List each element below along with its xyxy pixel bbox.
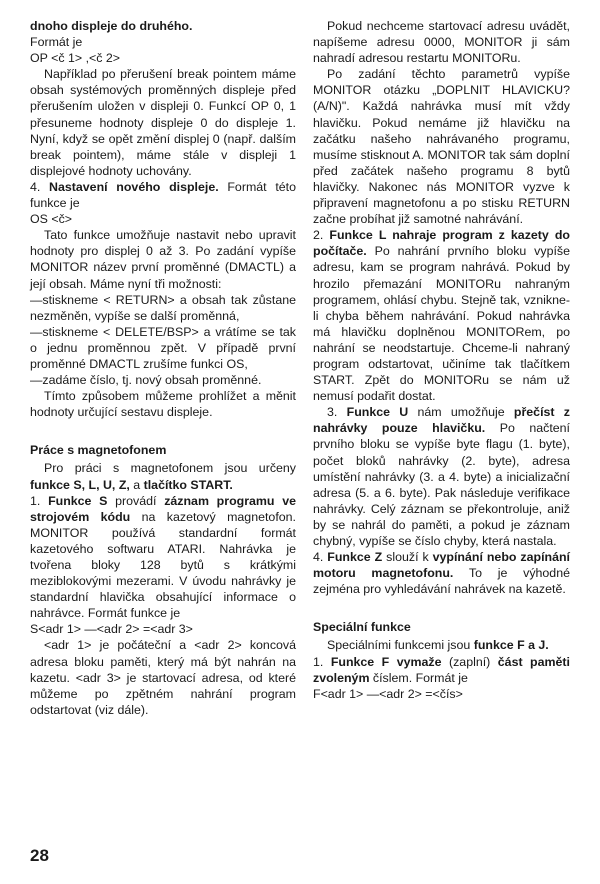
bold-text: funkce S, L, U, Z, — [30, 477, 130, 492]
paragraph-text: slouží k — [382, 550, 433, 565]
bold-text: Funkce F vymaže — [330, 654, 442, 669]
section-heading: Práce s magnetofonem — [30, 443, 167, 458]
paragraph-text: (zaplní) — [441, 654, 498, 669]
numbered-paragraph — [313, 227, 570, 404]
format-line: OS <č> — [30, 212, 73, 227]
bold-text: Funkce S — [48, 493, 108, 508]
paragraph-text: Po nahrání prvního bloku vypíše adresu, kam se program nahrává. Pokud by hrozilo přemazání MONITORu nahraným programem, ohlásí chybu. Stejně tak, vznikne-li chyba během nahrávání. Pokud nahrávka má hlavičku doplněnou MONITORem, po nahrání se neodstartuje. Chceme-li nahraný program odstartovat, učiníme tak tlačítkem START. Zpět do MONITORu se nám už nemusí podařit dostat. — [313, 244, 570, 404]
paragraph: Formát je — [30, 35, 83, 50]
item-number: 1. — [30, 493, 49, 508]
right-column — [313, 18, 570, 702]
numbered-paragraph — [313, 549, 570, 597]
paragraph-text: provádí — [107, 493, 165, 508]
paragraph: Tato funkce umožňuje nastavit nebo upravit hodnoty pro displej 0 až 3. Po zadání vypíše MONITOR název první proměnné (DMACTL) a její obsah. Máme nyní tři možnosti: — [30, 228, 296, 291]
paragraph: Po zadání těchto parametrů vypíše MONITOR otázku „DOPLNIT HLAVICKU? (A/N)". Každá nahrávka musí mít vždy hlavičku. Pokud nemáme již hlavičku na začátku našeho nahrávaného programu, musíme stisknout A. MONITOR tak sám doplní před začátek našeho programu 8 bytů hlavičky. Nakonec nás MONITOR vyzve k připravení magnetofonu a po stisku RETURN začne probíhat již samotné nahrávání. — [313, 67, 570, 227]
numbered-paragraph — [313, 404, 570, 549]
bold-text: vypínání nebo zapínání motoru magnetofonu. — [313, 550, 570, 581]
paragraph-text: číslem. Formát je — [369, 670, 468, 685]
section-heading: Speciální funkce — [313, 620, 411, 635]
format-line: S<adr 1> —<adr 2> =<adr 3> — [30, 622, 193, 637]
bold-text: Funkce L nahraje program z kazety do počítače. — [313, 228, 570, 259]
format-line: F<adr 1> —<adr 2> =<čís> — [313, 686, 463, 701]
numbered-paragraph — [30, 179, 296, 211]
item-number: 1. — [313, 654, 331, 669]
paragraph — [313, 637, 570, 653]
bold-text: Funkce Z — [327, 550, 383, 565]
option-item: —stiskneme < DELETE/BSP> a vrátíme se tak o jednu proměnnou zpět. V případě první proměnné DMACTL zrušíme funkci OS, — [30, 324, 296, 371]
paragraph-text: a — [129, 477, 144, 492]
paragraph: Pokud nechceme startovací adresu uvádět, napíšeme adresu 0000, MONITOR ji sám nahradí adresou restartu MONITORu. — [313, 19, 570, 66]
page-number: 28 — [30, 846, 49, 865]
item-number: 4. — [30, 179, 50, 194]
paragraph — [30, 460, 296, 492]
paragraph: Tímto způsobem můžeme prohlížet a měnit hodnoty určující sestavu displeje. — [30, 389, 296, 420]
item-number: 2. — [313, 228, 330, 243]
bold-text: přečíst z nahrávky pouze hlavičku. — [313, 405, 570, 436]
bold-text: Funkce U — [346, 405, 409, 420]
left-column — [30, 18, 296, 718]
paragraph-text: nám umožňuje — [408, 405, 514, 420]
numbered-paragraph — [313, 654, 570, 686]
bold-text: záznam programu ve strojovém kódu — [30, 493, 297, 524]
paragraph-text: Po načtení prvního bloku se vypíše byte flagu (1. byte), počet bloků nahrávky (2. byte), adresa umístění nahrávky (3. a 4. byte) a inicializační adresa (5. a 6. byte). Pak následuje verifikace nahrávky. Celý záznam se překontroluje, aniž by se nahrál do paměti, a pokud je záznam chybný, vypíše se číslo chyby, která nastala. — [313, 421, 570, 548]
paragraph: <adr 1> je počáteční a <adr 2> koncová adresa bloku paměti, který má být nahrán na kazetu. <adr 3> je startovací adresa, od které můžeme po zpětném nahrání program odstartovat (viz dále). — [30, 638, 296, 717]
item-number: 3. — [327, 405, 347, 420]
bold-text: Nastavení nového displeje. — [49, 179, 219, 194]
paragraph-text: Pro práci s magnetofonem jsou určeny — [44, 461, 296, 476]
bold-text: část paměti zvoleným — [313, 654, 570, 685]
paragraph-text: Speciálními funkcemi jsou — [327, 638, 474, 653]
paragraph-text: na kazetový magnetofon. MONITOR používá standardní formát kazetového softwaru ATARI. Nahrávka je tvořena bloky 128 bytů s krátkými meziblokovými mezerami. V úvodu nahrávky je standardní hlavička obsahující informace o nahrávce. Formát funkce je — [30, 509, 296, 621]
paragraph: Například po přerušení break pointem máme obsah systémových proměnných displeje před přerušením uložen v displeji 0. Funkcí OP 0, 1 přesuneme hodnoty displeje 0 do displeje 1. Nyní, když se opět změní displej 0 (např. dalším break pointem), máme stále v displeji 1 displejové hodnoty uchovány. — [30, 67, 296, 178]
paragraph-text: Formát této funkce je — [30, 179, 296, 211]
bold-text: funkce F a J. — [473, 638, 549, 653]
option-item: —stiskneme < RETURN> a obsah tak zůstane nezměněn, vypíše se další proměnná, — [30, 292, 296, 323]
format-line: OP <č 1> ,<č 2> — [30, 51, 121, 66]
option-item: —zadáme číslo, tj. nový obsah proměnné. — [30, 373, 262, 388]
bold-text: dnoho displeje do druhého. — [30, 19, 193, 33]
bold-text: tlačítko START. — [143, 477, 233, 492]
paragraph — [30, 18, 296, 34]
paragraph-text: To je výhodné zejména pro vyhledávání nahrávek na kazetě. — [313, 566, 570, 597]
item-number: 4. — [313, 550, 328, 565]
numbered-paragraph — [30, 493, 296, 622]
